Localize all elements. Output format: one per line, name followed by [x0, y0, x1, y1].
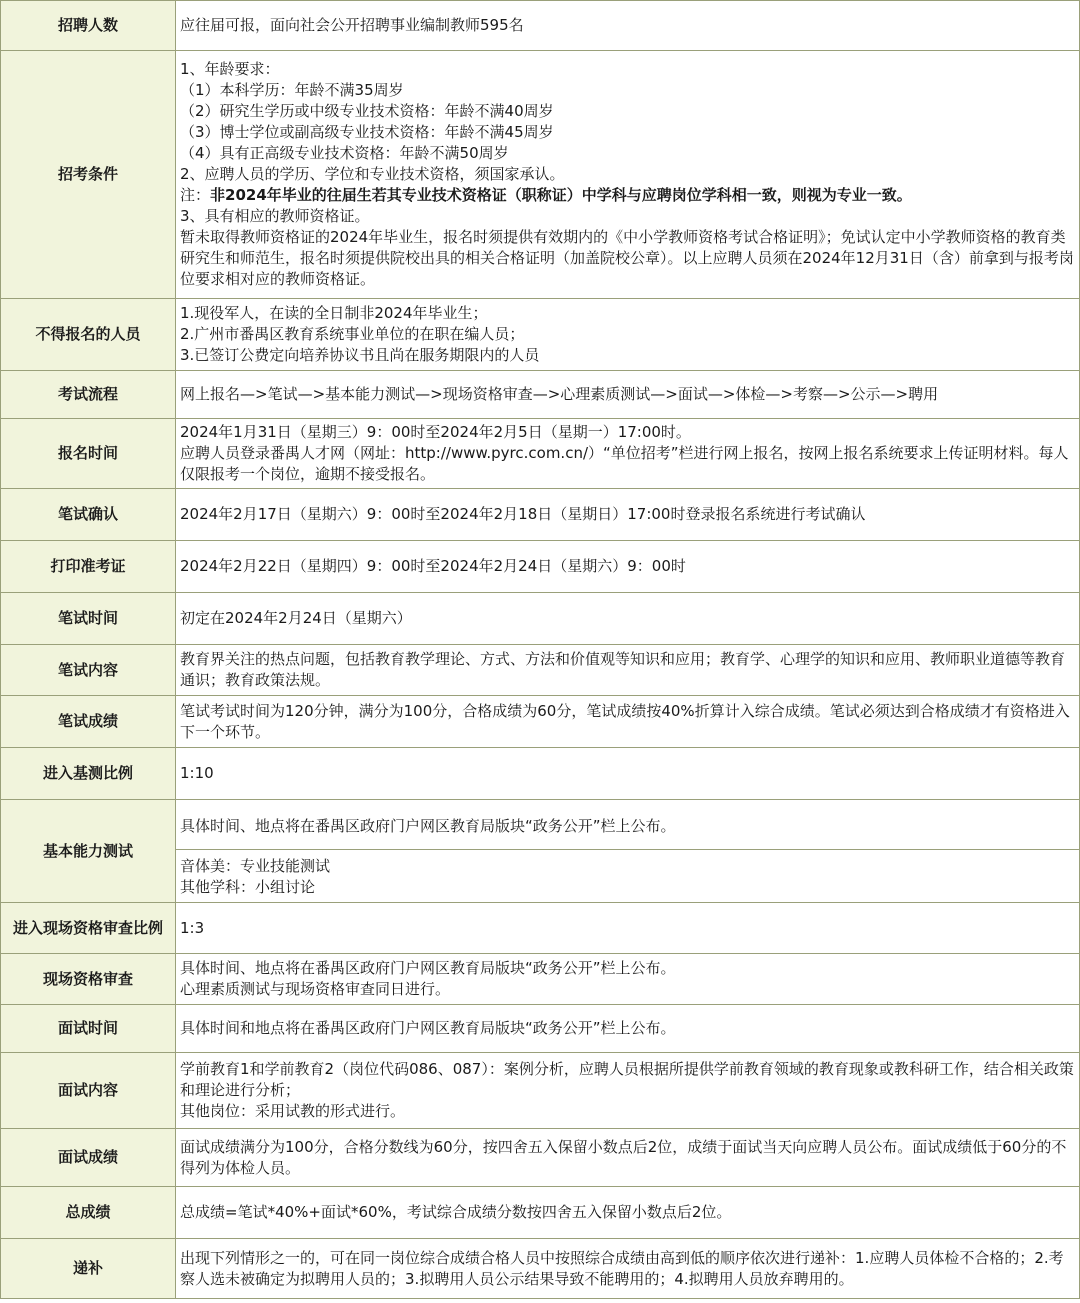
- req-line-4: （3）博士学位或副高级专业技术资格：年龄不满45周岁: [180, 123, 554, 141]
- label-ineligible: 不得报名的人员: [1, 299, 176, 371]
- row-headcount: [1, 1, 1080, 51]
- value-written-time: 初定在2024年2月24日（星期六）: [176, 593, 1080, 645]
- value-interview-score: 面试成绩满分为100分，合格分数线为60分，按四舍五入保留小数点后2位，成绩于面试当天向应聘人员公布。面试成绩低于60分的不得列为体检人员。: [176, 1129, 1080, 1187]
- row-basic-test: [1, 800, 1080, 903]
- basic-test-bottom: [176, 849, 1079, 900]
- label-admit: 打印准考证: [1, 541, 176, 593]
- label-review: 现场资格审查: [1, 954, 176, 1005]
- value-process: 网上报名—>笔试—>基本能力测试—>现场资格审查—>心理素质测试—>面试—>体检—>考察—>公示—>聘用: [176, 371, 1080, 419]
- label-written-score: 笔试成绩: [1, 696, 176, 748]
- row-review-ratio: [1, 903, 1080, 954]
- row-backfill: [1, 1239, 1080, 1299]
- label-interview-score: 面试成绩: [1, 1129, 176, 1187]
- req-line-6: 2、应聘人员的学历、学位和专业技术资格，须国家承认。: [180, 165, 565, 183]
- row-confirm: [1, 489, 1080, 541]
- row-interview-time: [1, 1005, 1080, 1053]
- ineligible-line-1: 1.现役军人，在读的全日制非2024年毕业生；: [180, 304, 488, 322]
- label-backfill: 递补: [1, 1239, 176, 1299]
- label-process: 考试流程: [1, 371, 176, 419]
- value-basic-test: [176, 800, 1080, 903]
- value-total: 总成绩=笔试*40%+面试*60%，考试综合成绩分数按四舍五入保留小数点后2位。: [176, 1187, 1080, 1239]
- review-line-2: 心理素质测试与现场资格审查同日进行。: [180, 980, 451, 998]
- row-written-content: [1, 645, 1080, 696]
- basic-test-top-text: 具体时间、地点将在番禺区政府门户网区教育局版块“政务公开”栏上公布。: [180, 816, 676, 835]
- value-basic-ratio: 1:10: [176, 748, 1080, 800]
- req-line-1: 1、年龄要求：: [180, 60, 280, 78]
- basic-test-line-1: 音体美：专业技能测试: [180, 856, 331, 875]
- label-written-time: 笔试时间: [1, 593, 176, 645]
- row-total: [1, 1187, 1080, 1239]
- label-requirements: 招考条件: [1, 51, 176, 299]
- label-total: 总成绩: [1, 1187, 176, 1239]
- interview-content-paragraph: 学前教育1和学前教育2（岗位代码086、087）：案例分析，应聘人员根据所提供学前教育领域的教育现象或教科研工作，结合相关政策和理论进行分析；: [180, 1060, 1074, 1099]
- value-admit: 2024年2月22日（星期四）9：00时至2024年2月24日（星期六）9：00时: [176, 541, 1080, 593]
- row-written-score: [1, 696, 1080, 748]
- req-note-prefix: 注：: [180, 186, 211, 204]
- review-line-1: 具体时间、地点将在番禺区政府门户网区教育局版块“政务公开”栏上公布。: [180, 959, 676, 977]
- row-process: [1, 371, 1080, 419]
- ineligible-line-2: 2.广州市番禺区教育系统事业单位的在职在编人员；: [180, 325, 525, 343]
- req-line-5: （4）具有正高级专业技术资格：年龄不满50周岁: [180, 144, 509, 162]
- row-basic-ratio: [1, 748, 1080, 800]
- value-written-score: 笔试考试时间为120分钟，满分为100分，合格成绩为60分，笔试成绩按40%折算计入综合成绩。笔试必须达到合格成绩才有资格进入下一个环节。: [176, 696, 1080, 748]
- value-requirements: [176, 51, 1080, 299]
- value-backfill: 出现下列情形之一的，可在同一岗位综合成绩合格人员中按照综合成绩由高到低的顺序依次进行递补：1.应聘人员体检不合格的；2.考察人选未被确定为拟聘用人员的；3.拟聘用人员公示结果导致不能聘用的；4.拟聘用人员放弃聘用的。: [176, 1239, 1080, 1299]
- row-review: [1, 954, 1080, 1005]
- value-interview-time: 具体时间和地点将在番禺区政府门户网区教育局版块“政务公开”栏上公布。: [176, 1005, 1080, 1053]
- value-confirm: 2024年2月17日（星期六）9：00时至2024年2月18日（星期日）17:00时登录报名系统进行考试确认: [176, 489, 1080, 541]
- row-admit: [1, 541, 1080, 593]
- value-written-content: 教育界关注的热点问题，包括教育教学理论、方式、方法和价值观等知识和应用；教育学、心理学的知识和应用、教师职业道德等教育通识；教育政策法规。: [176, 645, 1080, 696]
- label-basic-test: 基本能力测试: [1, 800, 176, 903]
- ineligible-line-3: 3.已签订公费定向培养协议书且尚在服务期限内的人员: [180, 346, 540, 364]
- label-interview-content: 面试内容: [1, 1053, 176, 1129]
- basic-test-line-2: 其他学科：小组讨论: [180, 877, 316, 896]
- registration-line-1: 2024年1月31日（星期三）9：00时至2024年2月5日（星期一）17:00时。: [180, 423, 691, 441]
- row-written-time: [1, 593, 1080, 645]
- value-headcount: 应往届可报，面向社会公开招聘事业编制教师595名: [176, 1, 1080, 51]
- value-registration: [176, 419, 1080, 489]
- label-headcount: 招聘人数: [1, 1, 176, 51]
- value-ineligible: [176, 299, 1080, 371]
- label-registration: 报名时间: [1, 419, 176, 489]
- value-review-ratio: 1:3: [176, 903, 1080, 954]
- req-line-7: 3、具有相应的教师资格证。: [180, 207, 370, 225]
- interview-content-line-2: 其他岗位：采用试教的形式进行。: [180, 1102, 406, 1120]
- row-ineligible: [1, 299, 1080, 371]
- value-interview-content: [176, 1053, 1080, 1129]
- label-written-content: 笔试内容: [1, 645, 176, 696]
- req-note: [180, 185, 1075, 206]
- value-review: [176, 954, 1080, 1005]
- req-line-3: （2）研究生学历或中级专业技术资格：年龄不满40周岁: [180, 102, 554, 120]
- registration-paragraph: 应聘人员登录番禺人才网（网址：http://www.pyrc.com.cn/）“单位招考”栏进行网上报名，按网上报名系统要求上传证明材料。每人仅限报考一个岗位，逾期不接受报名。: [180, 444, 1069, 483]
- row-interview-content: [1, 1053, 1080, 1129]
- row-requirements: [1, 51, 1080, 299]
- label-confirm: 笔试确认: [1, 489, 176, 541]
- req-note-bold: 非2024年毕业的往届生若其专业技术资格证（职称证）中学科与应聘岗位学科相一致，则视为专业一致。: [210, 186, 912, 204]
- basic-test-top: [180, 803, 1075, 849]
- row-registration: [1, 419, 1080, 489]
- label-review-ratio: 进入现场资格审查比例: [1, 903, 176, 954]
- row-interview-score: [1, 1129, 1080, 1187]
- label-interview-time: 面试时间: [1, 1005, 176, 1053]
- label-basic-ratio: 进入基测比例: [1, 748, 176, 800]
- req-paragraph: 暂未取得教师资格证的2024年毕业生，报名时须提供有效期内的《中小学教师资格考试合格证明》；免试认定中小学教师资格的教育类研究生和师范生，报名时须提供院校出具的相关合格证明（加盖院校公章）。以上应聘人员须在2024年12月31日（含）前拿到与报考岗位要求相对应的教师资格证。: [180, 228, 1074, 288]
- req-line-2: （1）本科学历：年龄不满35周岁: [180, 81, 404, 99]
